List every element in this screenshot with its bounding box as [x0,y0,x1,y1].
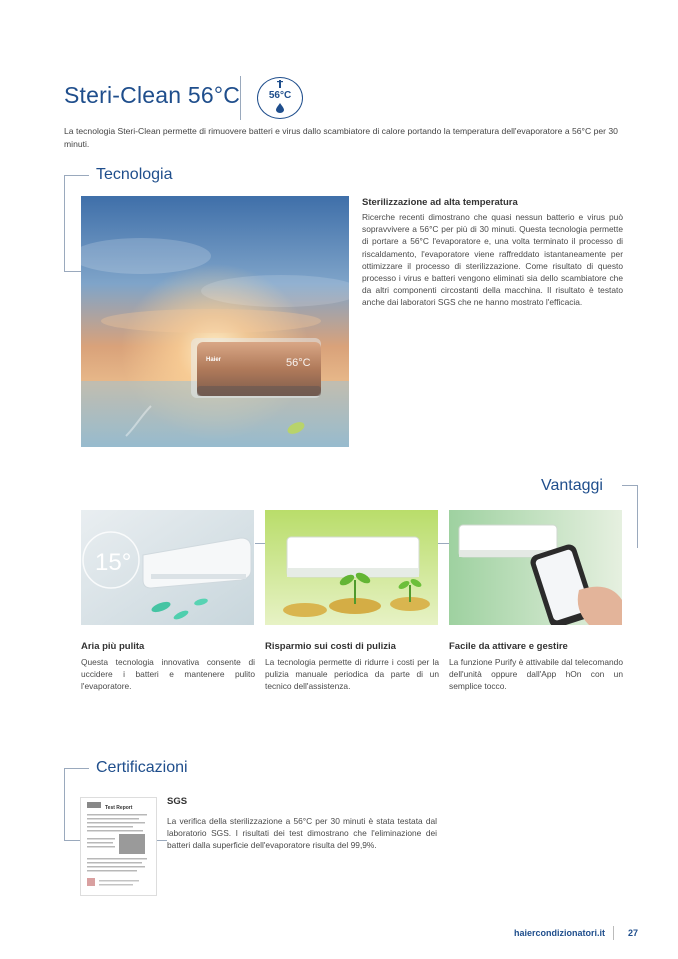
page-title: Steri-Clean 56°C [64,82,241,108]
section-title-certificazioni: Certificazioni [96,759,188,776]
footer-divider [613,926,614,940]
thumb-app [449,510,622,625]
thumb-display: 15° [95,549,132,576]
section-title-vantaggi: Vantaggi [541,477,603,494]
section-bracket-foot [64,840,80,841]
section-bracket [622,485,638,548]
benefit-title: Risparmio sui costi di pulizia [265,641,396,652]
drop-icon [275,103,285,113]
page-number: 27 [628,928,639,938]
benefit-title: Aria più pulita [81,641,145,652]
benefit-text: La funzione Purify è attivabile dal telecomando dell'unità oppure dall'App hOn con un semplice tocco. [449,657,623,691]
section-bracket-foot [64,240,81,272]
section-title-tecnologia: Tecnologia [96,166,173,183]
sgs-report-image [80,797,157,896]
badge-label: 56°C [268,90,292,101]
sunset-ac-illustration [81,196,349,447]
tecnologia-text: Ricerche recenti dimostrano che quasi nessun batterio e virus può sopravvivere a 56°C per più di 30 minuti. Questa tecnologia permette di portare a 56°C l'evaporatore e, una volta terminato il processo di riscaldamento, l'evaporatore viene raffreddato istantaneamente per ottimizzare il processo di sterilizzazione. Come risultato di questo processo i virus e batteri vengono eliminati sia dello scambiatore che da altri componenti circostanti della macchina. Il risultato è testato anche dai laboratori SGS che ne hanno mostrato l'efficacia. [362,212,623,308]
title-divider [240,76,241,120]
thumb-savings [265,510,438,625]
thumb-clean-air [81,510,254,625]
thermometer-icon [275,80,285,88]
intro-text: La tecnologia Steri-Clean permette di rimuovere batteri e virus dallo scambiatore di calore portando la temperatura dell'evaporatore a 56°C per 30 minuti. [64,126,618,149]
hero-brand: Haier [206,357,222,363]
cert-text: La verifica della sterilizzazione a 56°C per 30 minuti è stata testata dal laboratorio SGS. I risultati dei test dimostrano che l'eliminazione dei batteri dalla superficie dell'evaporatore risulta del 99,9%. [167,816,437,851]
temperature-badge-icon [257,77,303,119]
hero-display: 56°C [286,357,311,369]
benefit-text: La tecnologia permette di ridurre i costi per la pulizia manuale periodica da parte di un tecnico dell'assistenza. [265,657,439,691]
tecnologia-subtitle: Sterilizzazione ad alta temperatura [362,197,518,208]
benefit-text: Questa tecnologia innovativa consente di uccidere i batteri e mantenere pulito l'evaporatore. [81,657,255,691]
footer-url[interactable]: haiercondizionatori.it [513,928,605,938]
benefit-title: Facile da attivare e gestire [449,641,568,652]
doc-label: Test Report [105,805,133,811]
hero-image [81,196,349,447]
cert-subtitle: SGS [167,796,188,807]
connector-line [255,543,265,544]
